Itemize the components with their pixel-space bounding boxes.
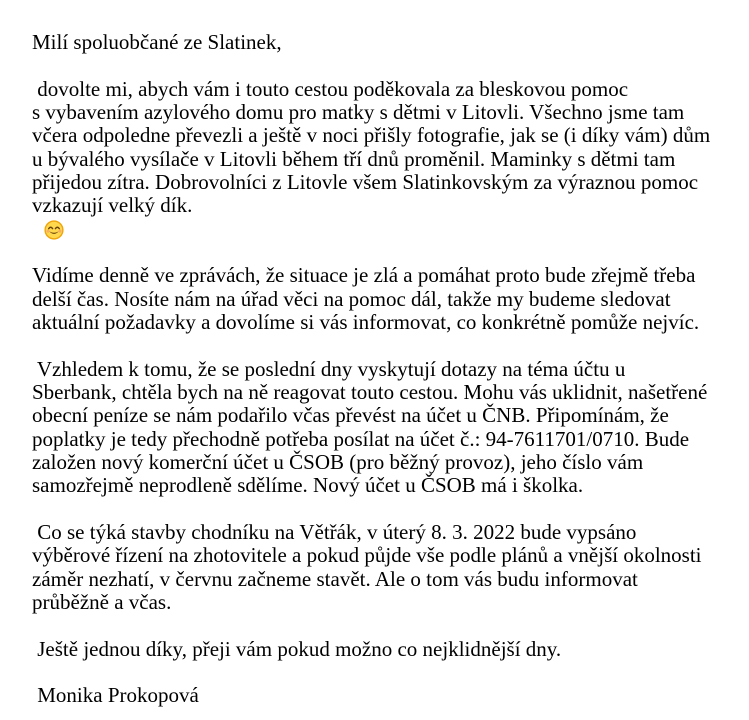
letter-body [32, 78, 731, 661]
greeting [32, 31, 731, 54]
signature [32, 684, 731, 707]
text-line: s vybavením azylového domu pro matky s dětmi v Litovli. Všechno jsme tam [32, 99, 685, 124]
text-line: Vidíme denně ve zprávách, že situace je zlá a pomáhat proto bude zřejmě třeba [32, 263, 696, 288]
greeting-text: Milí spoluobčané ze Slatinek, [32, 30, 282, 54]
text-line: Vzhledem k tomu, že se poslední dny vyskytují dotazy na téma účtu u [32, 356, 626, 381]
text-line: delší čas. Nosíte nám na úřad věci na pomoc dál, takže my budeme sledovat [32, 286, 671, 311]
text-line: dovolte mi, abych vám i touto cestou poděkovala za bleskovou pomoc [32, 76, 629, 101]
text-line: výběrové řízení na zhotovitele a pokud půjde vše podle plánů a vnější okolnosti [32, 543, 702, 568]
text-line: průběžně a včas. [32, 589, 172, 614]
text-line: aktuální požadavky a dovolíme si vás informovat, co konkrétně pomůže nejvíc. [32, 309, 700, 334]
text-line: Sberbank, chtěla bych na ně reagovat touto cestou. Mohu vás uklidnit, našetřené [32, 379, 708, 404]
text-line: založen nový komerční účet u ČSOB (pro běžný provoz), jeho číslo vám [32, 449, 644, 474]
text-line: včera odpoledne převezli a ještě v noci přišly fotografie, jak se (i díky vám) dům [32, 123, 711, 148]
paragraph [32, 78, 731, 241]
signature-text: Monika Prokopová [32, 683, 199, 708]
paragraph [32, 521, 731, 614]
text-line: obecní peníze se nám podařilo včas převést na účet u ČNB. Připomínám, že [32, 403, 669, 428]
text-line: samozřejmě neprodleně sdělíme. Nový účet u ČSOB má i školka. [32, 473, 584, 498]
paragraph [32, 358, 731, 498]
paragraph [32, 264, 731, 334]
text-line: u bývalého vysílače v Litovli během tří dnů proměnil. Maminky s dětmi tam [32, 146, 676, 171]
text-line: záměr nezhatí, v červnu začneme stavět. Ale o tom vás budu informovat [32, 566, 638, 591]
text-line: vzkazují velký dík. [32, 194, 731, 241]
text-line: Ještě jednou díky, přeji vám pokud možno co nejklidnější dny. [32, 636, 562, 661]
text-line: přijedou zítra. Dobrovolníci z Litovle všem Slatinkovským za výraznou pomoc [32, 169, 699, 194]
text-line: poplatky je tedy přechodně potřeba posílat na účet č.: 94-7611701/0710. Bude [32, 426, 690, 451]
smiling-emoji-icon [44, 220, 64, 240]
text-line: Co se týká stavby chodníku na Větřák, v úterý 8. 3. 2022 bude vypsáno [32, 519, 637, 544]
paragraph [32, 638, 731, 661]
